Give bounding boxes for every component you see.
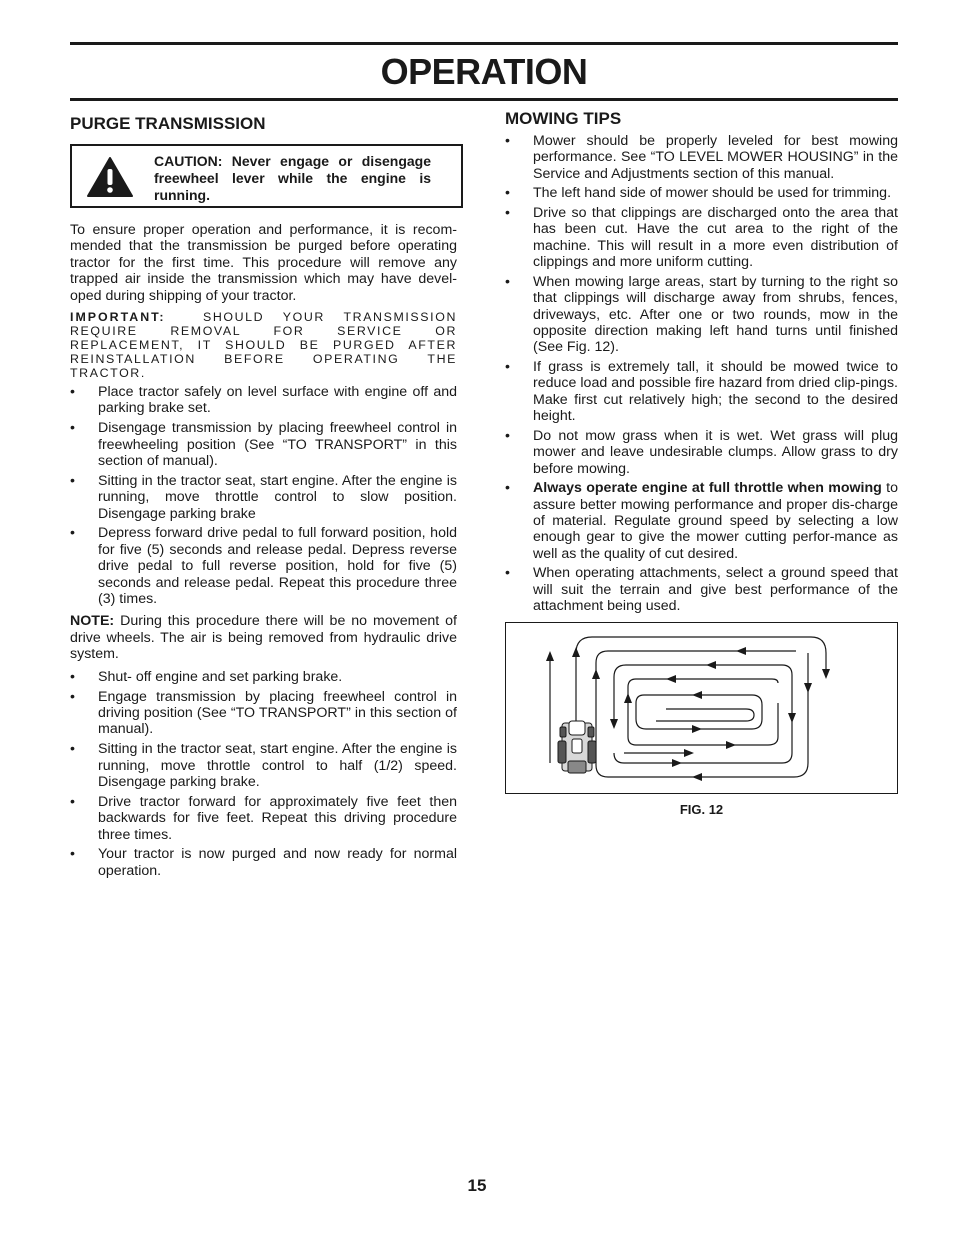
- warning-icon: [86, 156, 134, 198]
- throttle-bold-text: Always operate engine at full throttle when mowing: [533, 480, 882, 497]
- caution-text: CAUTION: Never engage or disengage freewheel lever while the engine is running.: [154, 153, 431, 203]
- header-rule-top: [70, 42, 898, 45]
- list-item: • Shut- off engine and set parking brake.: [70, 669, 457, 685]
- purge-steps-a: [70, 384, 457, 607]
- note-label: NOTE:: [70, 613, 115, 630]
- page-title: OPERATION: [380, 51, 588, 92]
- note-text: During this procedure there will be no movement of drive wheels. The air is being removed from hydraulic drive system.: [70, 613, 457, 663]
- caution-box: [70, 144, 463, 208]
- list-item: • Do not mow grass when it is wet. Wet grass will plug mower and leave undesirable clumps. Allow grass to dry before mowing.: [505, 428, 898, 477]
- list-item: • Drive so that clippings are discharged onto the area that has been cut. Have the cut area to the right of the machine. This will result in a more even distribution of clippings and more uniform cutting.: [505, 205, 898, 271]
- list-item: • Engage transmission by placing freewheel control in driving position (See “TO TRANSPORT” in this section of manual).: [70, 689, 457, 738]
- important-label: IMPORTANT:: [70, 310, 166, 325]
- important-text: SHOULD YOUR TRANSMISSION REQUIRE REMOVAL FOR SERVICE OR REPLACEMENT, IT SHOULD BE PURGED AFTER REINSTALLATION BEFORE OPERATING THE TRACTOR.: [70, 310, 457, 381]
- list-item: • Mower should be properly leveled for best mowing performance. See “TO LEVEL MOWER HOUSING” in the Service and Adjustments section of this manual.: [505, 133, 898, 182]
- mowing-tips-list: [505, 133, 898, 615]
- page-number: 15: [467, 1176, 487, 1195]
- purge-heading: PURGE TRANSMISSION: [70, 114, 266, 133]
- list-item: • If grass is extremely tall, it should be mowed twice to reduce load and possible fire hazard from dried clip-pings. Make first cut relatively high; the second to the desired height.: [505, 359, 898, 425]
- list-item: • Sitting in the tractor seat, start engine. After the engine is running, move throttle control to half (1/2) speed. Disengage parking brake.: [70, 741, 457, 790]
- list-item: • Disengage transmission by placing freewheel control in freewheeling position (See “TO TRANSPORT” in this section of manual).: [70, 420, 457, 469]
- important-notice: [70, 310, 457, 380]
- mowing-pattern-figure: [505, 622, 898, 794]
- list-item: [505, 480, 898, 562]
- mowing-heading: MOWING TIPS: [505, 109, 622, 128]
- list-item: • When mowing large areas, start by turning to the right so that clippings will discharge away from shrubs, fences, driveways, etc. After one or two rounds, mow in the opposite direction making left hand turns until finished (See Fig. 12).: [505, 274, 898, 356]
- purge-note: [70, 613, 457, 662]
- purge-steps-b: [70, 669, 457, 879]
- list-item: • Your tractor is now purged and now ready for normal operation.: [70, 846, 457, 879]
- list-item: • Drive tractor forward for approximately five feet then backwards for five feet. Repeat this driving procedure three times.: [70, 794, 457, 843]
- list-item: • Sitting in the tractor seat, start engine. After the engine is running, move throttle control to slow position. Disengage parking brake: [70, 473, 457, 522]
- throttle-text: to assure better mowing performance and proper dis-charge of material. Regulate ground speed by selecting a low enough gear to give the mower cutting perfor-mance as well as the quality of cut desired.: [533, 480, 898, 562]
- tractor-icon: [558, 721, 596, 773]
- mowing-tips-column: [505, 109, 898, 818]
- list-item: • The left hand side of mower should be used for trimming.: [505, 185, 898, 201]
- list-item: • Depress forward drive pedal to full forward position, hold for five (5) seconds and release pedal. Depress reverse drive pedal to full reverse position, hold for five (5) seconds and release pedal. Repeat this procedure three (3) times.: [70, 525, 457, 607]
- purge-intro: To ensure proper operation and performance, it is recom-mended that the transmission be purged before operating tractor for the first time. This procedure will remove any trapped air inside the transmission which may have devel-oped during shipping of your tractor.: [70, 222, 457, 304]
- purge-transmission-column: [70, 112, 457, 885]
- figure-caption: FIG. 12: [679, 801, 724, 817]
- list-item: • When operating attachments, select a ground speed that will suit the terrain and give best performance of the attachment being used.: [505, 565, 898, 614]
- mowing-pattern-diagram: [506, 623, 897, 793]
- list-item: • Place tractor safely on level surface with engine off and parking brake set.: [70, 384, 457, 417]
- header-rule-bottom: [70, 98, 898, 101]
